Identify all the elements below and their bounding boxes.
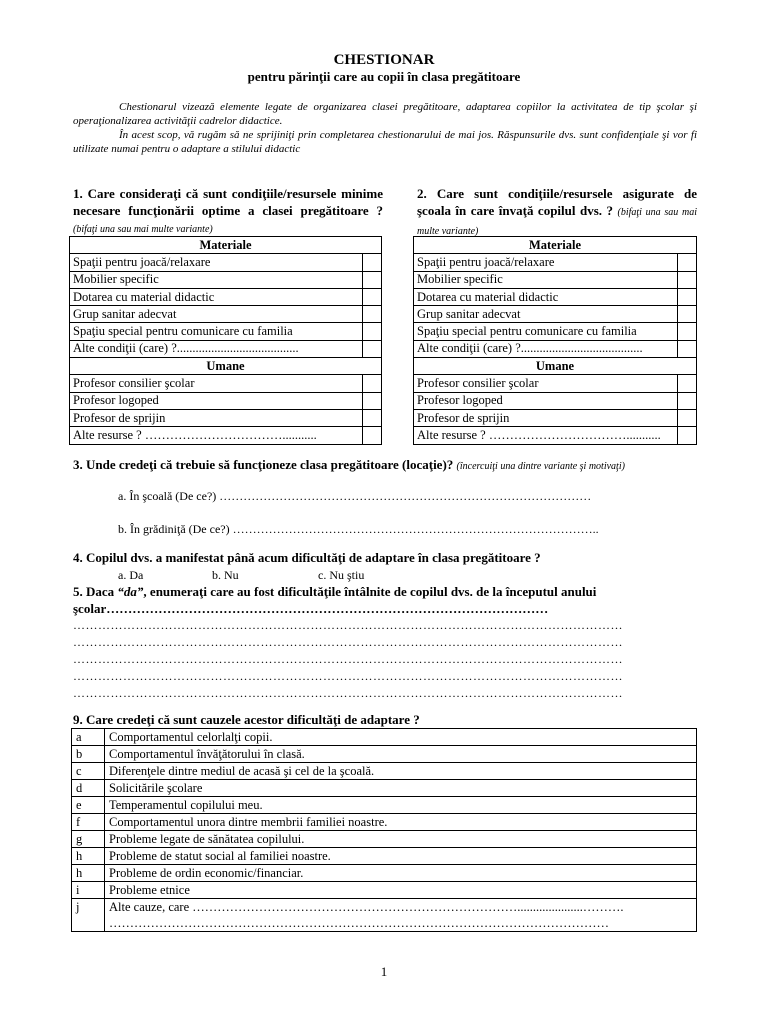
table-row[interactable] (72, 848, 697, 865)
question-5-prefix: 5. Daca (73, 584, 118, 599)
cause-text: Comportamentul unora dintre membrii familiei noastre. (105, 814, 697, 831)
cause-text: Probleme de statut social al familiei noastre. (105, 848, 697, 865)
question-9-text: 9. Care credeţi că sunt cauzele acestor dificultăţi de adaptare ? (73, 712, 420, 727)
resource-checkbox[interactable] (678, 375, 697, 392)
resource-label: Spaţii pentru joacă/relaxare (70, 254, 363, 271)
resource-checkbox[interactable] (363, 375, 382, 392)
intro-paragraph (73, 100, 697, 156)
document-subtitle: pentru părinţii care au copii în clasa pregătitoare (247, 69, 521, 84)
cause-letter: h (72, 848, 105, 865)
question-5 (73, 583, 697, 617)
resource-checkbox[interactable] (678, 306, 697, 323)
resource-label: Profesor consilier şcolar (70, 375, 363, 392)
table-row[interactable] (72, 746, 697, 763)
question-1-table (69, 236, 382, 445)
intro-line-2: În acest scop, vă rugăm să ne sprijiniţi prin completarea chestionarului de mai jos. Răspunsurile dvs. sunt confidenţiale şi vor fi utilizate numai pentru o adaptare a stilului didactic (73, 129, 697, 155)
answer-line[interactable]: …………………………………………………………………………………………………………………… (73, 686, 623, 700)
question-1-hint: (bifaţi una sau mai multe variante) (73, 224, 213, 235)
table-row[interactable] (72, 763, 697, 780)
intro-line-1: Chestionarul vizează elemente legate de organizarea clasei pregătitoare, adaptarea copiilor la activitatea de tip şcolar şi operaţionalizarea activităţii cadrelor didactice. (73, 101, 697, 127)
question-2 (417, 185, 697, 240)
resource-label: Spaţiu special pentru comunicare cu familia (414, 323, 678, 340)
cause-letter: f (72, 814, 105, 831)
question-2-hint: (bifaţi una sau mai multe variante) (417, 207, 697, 237)
question-2-table (413, 236, 697, 445)
resource-checkbox[interactable] (363, 323, 382, 340)
resource-checkbox[interactable] (678, 271, 697, 288)
resource-label: Grup sanitar adecvat (414, 306, 678, 323)
cause-letter: d (72, 780, 105, 797)
resource-label: Profesor consilier şcolar (414, 375, 678, 392)
resource-label: Alte condiţii (care) ?....................................... (414, 340, 678, 357)
cause-text: Comportamentul învăţătorului în clasă. (105, 746, 697, 763)
resource-label: Alte resurse ? ……………………………........... (70, 427, 363, 444)
document-title: CHESTIONAR (333, 52, 435, 68)
resource-checkbox[interactable] (678, 409, 697, 426)
cause-text: Probleme de ordin economic/financiar. (105, 865, 697, 882)
answer-line[interactable]: …………………………………………………………………………………………………………………… (73, 618, 623, 632)
cause-text: Comportamentul celorlalţi copii. (105, 729, 697, 746)
cause-text: Temperamentul copilului meu. (105, 797, 697, 814)
resource-label: Grup sanitar adecvat (70, 306, 363, 323)
resource-checkbox[interactable] (363, 288, 382, 305)
table-row[interactable] (72, 831, 697, 848)
cause-other-line: ………………………………………………………………………………………………………… (109, 916, 609, 930)
answer-da[interactable]: a. Da (118, 568, 144, 582)
cause-text: Probleme legate de sănătatea copilului. (105, 831, 697, 848)
question-3-hint: (încercuiţi una dintre variante şi motivaţi) (456, 461, 625, 472)
resource-label: Profesor de sprijin (414, 409, 678, 426)
question-1-text: 1. Care consideraţi că sunt condiţiile/resursele minime necesare funcţionării optime a clasei pregătitoare ? (73, 186, 383, 218)
resource-label: Profesor logoped (70, 392, 363, 409)
resource-label: Mobilier specific (70, 271, 363, 288)
resource-checkbox[interactable] (363, 409, 382, 426)
resource-label: Alte condiţii (care) ?....................................... (70, 340, 363, 357)
answer-line[interactable]: …………………………………………………………………………………………………………………… (73, 669, 623, 683)
resource-checkbox[interactable] (363, 306, 382, 323)
answer-nu-stiu[interactable]: c. Nu ştiu (318, 568, 365, 582)
page-number: 1 (380, 964, 388, 979)
cause-text: Diferenţele dintre mediul de acasă şi cel de la şcoală. (105, 763, 697, 780)
question-1 (73, 185, 383, 238)
causes-table (71, 728, 697, 932)
resource-label: Dotarea cu material didactic (414, 288, 678, 305)
resource-checkbox[interactable] (678, 427, 697, 444)
cause-text: Solicitările şcolare (105, 780, 697, 797)
question-2-text: 2. Care sunt condiţiile/resursele asigurate de şcoala în care învaţă copilul dvs. ? (417, 186, 697, 218)
question-3-option-a[interactable]: a. În şcoală (De ce?) ………………………………………………………………………………… (118, 489, 592, 503)
cause-letter: h (72, 865, 105, 882)
cause-other-text: Alte cauze, care …………………………………………………………………….....................………. (109, 900, 624, 914)
table-row[interactable] (72, 899, 697, 932)
cause-letter: c (72, 763, 105, 780)
resource-checkbox[interactable] (678, 392, 697, 409)
question-3 (73, 458, 697, 474)
resource-checkbox[interactable] (363, 427, 382, 444)
question-5-rest: , enumeraţi care au fost dificultăţile întâlnite de copilul dvs. de la începutul anului şcolar………………………………………………………………………………………… (73, 584, 597, 616)
resource-checkbox[interactable] (363, 392, 382, 409)
resource-checkbox[interactable] (363, 254, 382, 271)
resource-label: Profesor logoped (414, 392, 678, 409)
cause-other[interactable] (105, 899, 697, 932)
human-header: Umane (70, 358, 382, 375)
answer-nu[interactable]: b. Nu (212, 568, 239, 582)
cause-letter: e (72, 797, 105, 814)
table-row[interactable] (72, 729, 697, 746)
resource-label: Spaţii pentru joacă/relaxare (414, 254, 678, 271)
answer-line[interactable]: …………………………………………………………………………………………………………………… (73, 652, 623, 666)
table-row[interactable] (72, 865, 697, 882)
resource-checkbox[interactable] (678, 340, 697, 357)
resource-checkbox[interactable] (678, 323, 697, 340)
materials-header: Materiale (70, 237, 382, 254)
answer-line[interactable]: …………………………………………………………………………………………………………………… (73, 635, 623, 649)
resource-label: Spaţiu special pentru comunicare cu familia (70, 323, 363, 340)
resource-checkbox[interactable] (363, 340, 382, 357)
cause-letter: j (72, 899, 105, 932)
resource-label: Profesor de sprijin (70, 409, 363, 426)
cause-letter: g (72, 831, 105, 848)
question-4-text: 4. Copilul dvs. a manifestat până acum dificultăţi de adaptare în clasa pregătitoare ? (73, 550, 541, 565)
materials-header: Materiale (414, 237, 697, 254)
question-5-emphasis: “da” (117, 584, 144, 599)
table-row[interactable] (72, 882, 697, 899)
question-3-option-b[interactable]: b. În grădiniţă (De ce?) ……………………………………………………………………………….. (118, 522, 599, 536)
question-3-text: 3. Unde credeţi că trebuie să funcţioneze clasa pregătitoare (locaţie)? (73, 457, 454, 472)
table-row[interactable] (72, 797, 697, 814)
resource-label: Dotarea cu material didactic (70, 288, 363, 305)
table-row[interactable] (72, 814, 697, 831)
resource-checkbox[interactable] (678, 254, 697, 271)
human-header: Umane (414, 358, 697, 375)
cause-text: Probleme etnice (105, 882, 697, 899)
resource-label: Mobilier specific (414, 271, 678, 288)
table-row[interactable] (72, 780, 697, 797)
cause-letter: a (72, 729, 105, 746)
resource-checkbox[interactable] (363, 271, 382, 288)
cause-letter: i (72, 882, 105, 899)
resource-label: Alte resurse ? ……………………………........... (414, 427, 678, 444)
cause-letter: b (72, 746, 105, 763)
resource-checkbox[interactable] (678, 288, 697, 305)
